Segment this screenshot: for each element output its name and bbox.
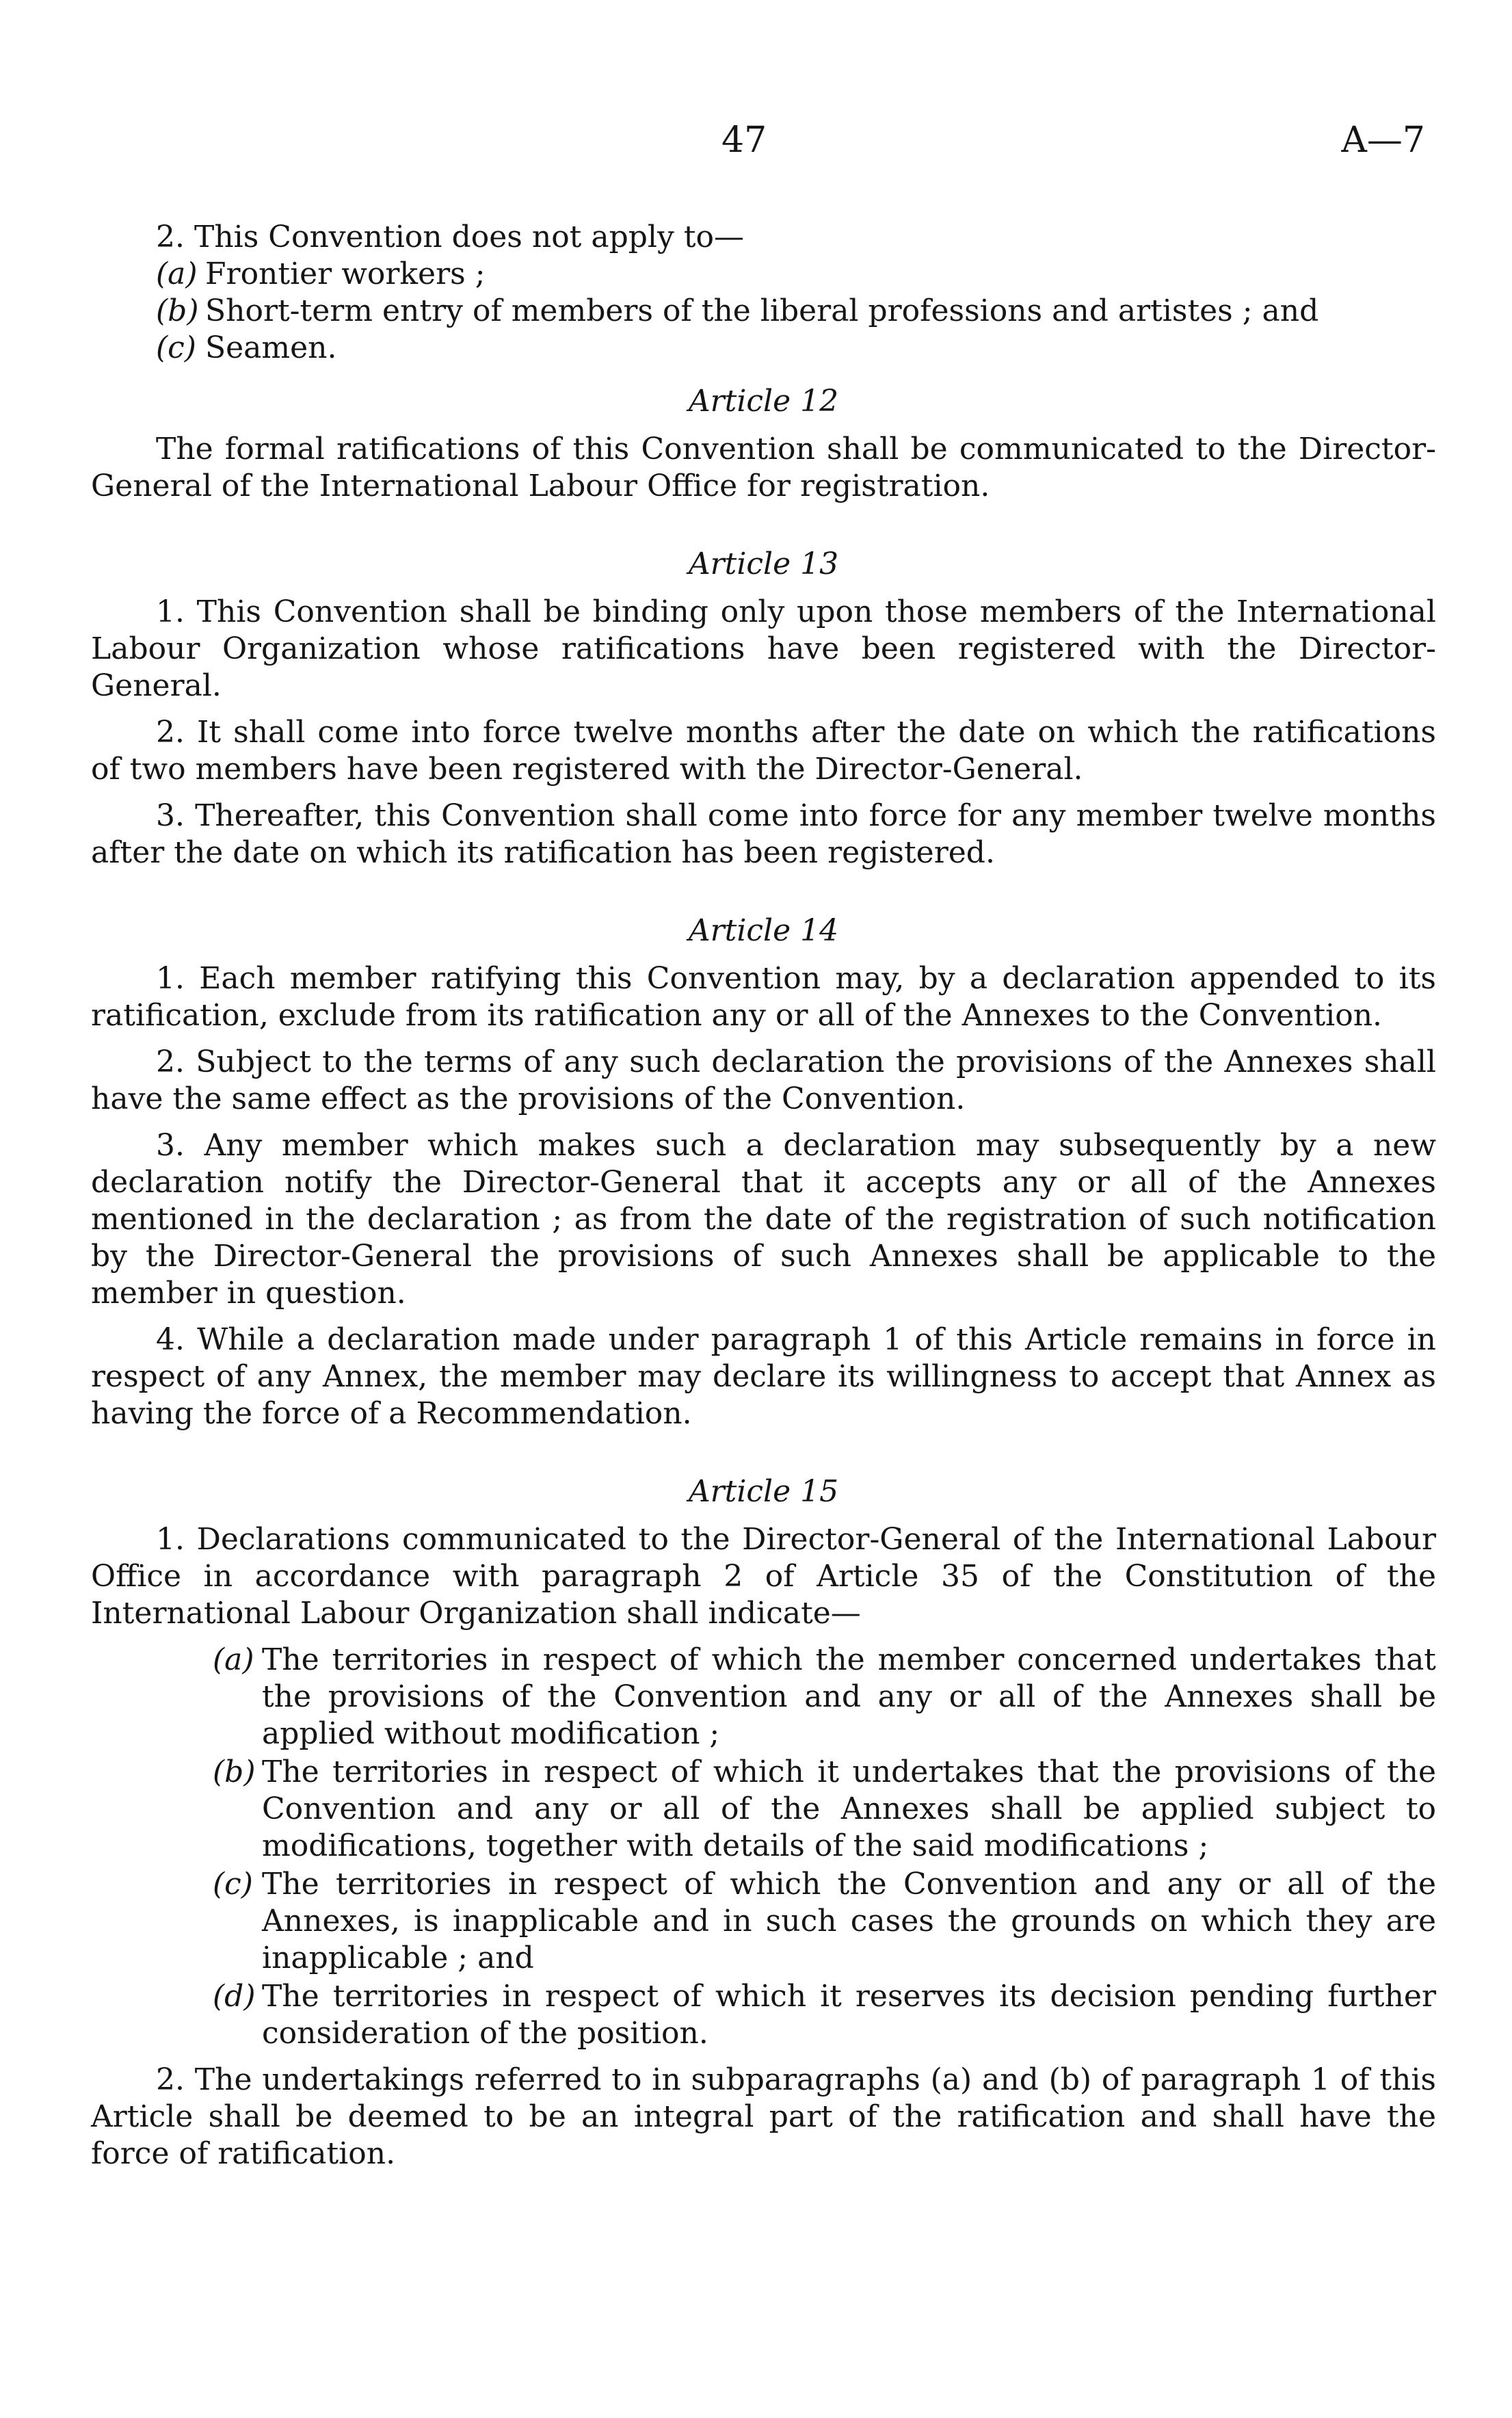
exclusions-section [91,219,1436,367]
item-text: The territories in respect of which the Convention and any or all of the Annexes, is inapplicable and in such cases the grounds on which they are inapplicable ; and [262,1867,1436,1975]
item-text: The territories in respect of which it reserves its decision pending further consideration of the position. [262,1979,1436,2051]
item-label: (c) [213,1867,253,1902]
article-14 [91,912,1436,1432]
exclusions-intro: 2. This Convention does not apply to— [156,220,744,254]
article-paragraph: 4. While a declaration made under paragraph 1 of this Article remains in force in respect of any Annex, the member may declare its willingness to accept that Annex as having the force of a Recommendation. [91,1322,1436,1431]
territory-item [91,1642,1436,1752]
item-text: Short-term entry of members of the liberal professions and artistes ; and [205,293,1319,328]
page-number: 47 [721,120,767,161]
item-text: Seamen. [205,330,337,365]
article-paragraph: 3. Thereafter, this Convention shall come into force for any member twelve months after the date on which its ratification has been registered. [91,798,1436,870]
exclusion-item [91,256,1436,293]
item-text: Frontier workers ; [205,257,486,291]
article-paragraph: The formal ratifications of this Convention shall be communicated to the Director-General of the International Labour Office for registration. [91,432,1436,503]
page-header [0,120,1512,174]
article-paragraph: 1. Each member ratifying this Convention may, by a declaration appended to its ratification, exclude from its ratification any or all of the Annexes to the Convention. [91,961,1436,1033]
exclusion-item [91,330,1436,367]
article-paragraph: 2. The undertakings referred to in subparagraphs (a) and (b) of paragraph 1 of this Article shall be deemed to be an integral part of the ratification and shall have the force of ratification. [91,2062,1436,2171]
article-heading: Article 15 [688,1474,839,1509]
item-label: (d) [213,1979,256,2014]
article-15 [91,1473,1436,2172]
document-code: A—7 [1341,120,1425,161]
article-heading: Article 12 [688,384,839,419]
article-paragraph: 1. This Convention shall be binding only upon those members of the International Labour Organization whose ratifications have been registered with the Director-General. [91,594,1436,703]
item-label: (b) [213,1755,256,1789]
item-text: The territories in respect of which the member concerned undertakes that the provisions of the Convention and any or all of the Annexes shall be applied without modification ; [262,1642,1436,1751]
item-label: (c) [156,330,196,365]
item-label: (a) [156,257,198,291]
article-paragraph: 1. Declarations communicated to the Director-General of the International Labour Office in accordance with paragraph 2 of Article 35 of the Constitution of the International Labour Organization shall indicate— [91,1522,1436,1631]
exclusion-item [91,293,1436,330]
item-label: (a) [213,1642,254,1677]
article-paragraph: 2. Subject to the terms of any such declaration the provisions of the Annexes shall have the same effect as the provisions of the Convention. [91,1044,1436,1116]
item-label: (b) [156,293,199,328]
article-paragraph: 3. Any member which makes such a declaration may subsequently by a new declaration notify the Director-General that it accepts any or all of the Annexes mentioned in the declaration ; as from the date of the registration of such notification by the Director-General the provisions of such Annexes shall be applicable to the member in question. [91,1128,1436,1311]
article-13 [91,546,1436,871]
territory-item [91,1754,1436,1865]
item-text: The territories in respect of which it undertakes that the provisions of the Convention and any or all of the Annexes shall be applied subject to modifications, together with details of the said modifications ; [262,1755,1436,1863]
territory-item [91,1978,1436,2052]
article-12 [91,383,1436,505]
article-heading: Article 14 [688,913,839,948]
article-paragraph: 2. It shall come into force twelve months after the date on which the ratifications of two members have been registered with the Director-General. [91,715,1436,787]
territory-item [91,1866,1436,1977]
article-heading: Article 13 [688,547,839,581]
page-body [91,219,1436,2172]
